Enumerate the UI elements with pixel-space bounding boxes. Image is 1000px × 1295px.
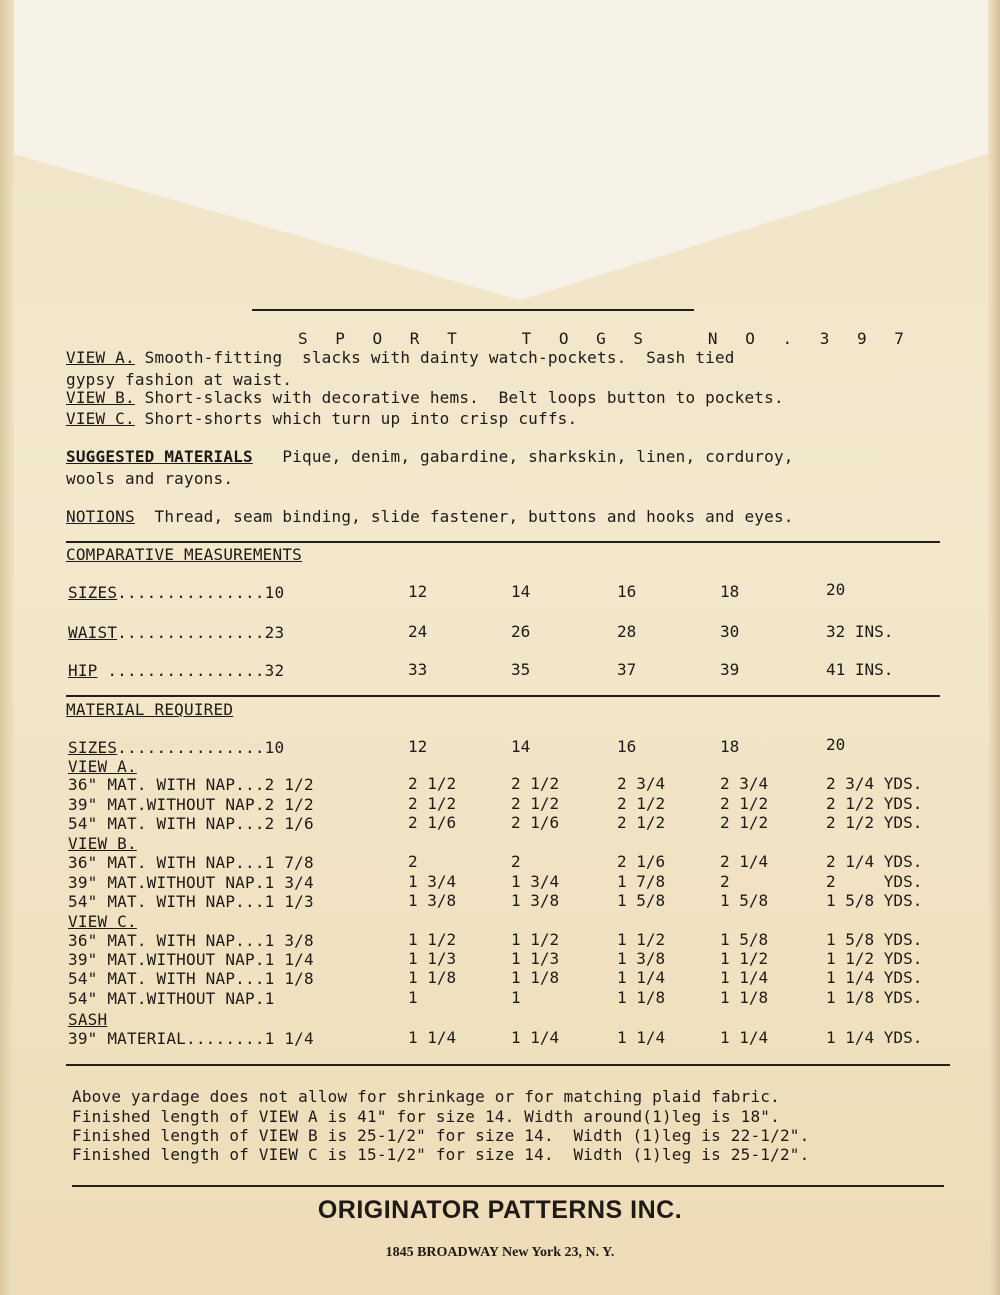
row-label: WAIST	[68, 623, 118, 642]
cell: 20	[826, 735, 846, 754]
cell: 1 1/4	[720, 1028, 769, 1047]
materials-text: Pique, denim, gabardine, sharkskin, linen, corduroy,	[252, 447, 794, 466]
cell: 37	[617, 660, 637, 679]
cell: 2 1/6	[511, 813, 560, 832]
cell: 1 3/8	[511, 891, 560, 910]
view-b-line	[66, 389, 784, 407]
cell: 2 1/2 YDS.	[826, 813, 923, 832]
view-c-line	[66, 410, 577, 428]
cell: 2 3/4	[617, 774, 666, 793]
cell: 41 INS.	[826, 660, 894, 679]
row-dots: ...............10	[117, 583, 285, 602]
group-label: VIEW C.	[68, 912, 137, 931]
page-title: S P O R T T O G S N O . 3 9 7	[298, 329, 913, 348]
cell: 2 1/2	[720, 794, 769, 813]
view-a-label: VIEW A.	[66, 348, 135, 367]
comparative-row-sizes	[68, 584, 284, 602]
view-a-line	[66, 349, 735, 367]
cell: 1 5/8 YDS.	[826, 891, 923, 910]
notions-line	[66, 508, 794, 526]
cell: 1 1/2	[408, 930, 457, 949]
envelope-left-edge	[0, 0, 14, 1295]
cell: 1 1/4	[617, 1028, 666, 1047]
note-line: Finished length of VIEW C is 15-1/2" for size 14. Width (1)leg is 25-1/2".	[72, 1145, 810, 1164]
cell: 14	[511, 737, 531, 756]
cell: 2 3/4	[720, 774, 769, 793]
cell: 2	[511, 852, 521, 871]
cell: 1 1/3	[408, 949, 457, 968]
cell: 30	[720, 622, 740, 641]
cell: 1 5/8	[617, 891, 666, 910]
cell: 12	[408, 582, 428, 601]
materials-label: SUGGESTED MATERIALS	[66, 447, 253, 466]
cell: 14	[511, 582, 531, 601]
group-label: VIEW B.	[68, 834, 137, 853]
cell: 26	[511, 622, 531, 641]
materials-line	[66, 448, 794, 466]
note-line: Finished length of VIEW B is 25-1/2" for size 14. Width (1)leg is 22-1/2".	[72, 1126, 810, 1145]
cell: 16	[617, 582, 637, 601]
cell: 1	[511, 988, 521, 1007]
cell: 2 3/4 YDS.	[826, 774, 923, 793]
material-rule-bottom	[66, 1064, 950, 1066]
cell: 2 1/2	[408, 794, 457, 813]
material-row-sizes	[68, 739, 284, 757]
view-a-text-2: gypsy fashion at waist.	[66, 370, 293, 389]
cell: 2 YDS.	[826, 872, 923, 891]
cell: 1 3/4	[408, 872, 457, 891]
cell: 35	[511, 660, 531, 679]
row-label: 54" MAT. WITH NAP...1 1/8	[68, 969, 314, 988]
cell: 1 1/4	[720, 968, 769, 987]
row-label: SIZES	[68, 738, 118, 757]
cell: 2 1/2	[408, 774, 457, 793]
material-heading: MATERIAL REQUIRED	[66, 700, 234, 719]
envelope-right-edge	[988, 0, 1000, 1295]
cell: 2	[720, 872, 730, 891]
row-label: 39" MAT.WITHOUT NAP.1 3/4	[68, 873, 314, 892]
cell: 1 1/8	[720, 988, 769, 1007]
notions-label: NOTIONS	[66, 507, 135, 526]
cell: 2 1/2	[720, 813, 769, 832]
cell: 18	[720, 737, 740, 756]
cell: 1 5/8 YDS.	[826, 930, 923, 949]
comparative-heading: COMPARATIVE MEASUREMENTS	[66, 545, 302, 564]
cell: 1 1/2 YDS.	[826, 949, 923, 968]
row-label: SIZES	[68, 583, 118, 602]
view-a-line-2	[66, 371, 292, 389]
cell: 1 1/3	[511, 949, 560, 968]
row-label: 54" MAT.WITHOUT NAP.1	[68, 989, 275, 1008]
cell: 32 INS.	[826, 622, 894, 641]
row-label: HIP	[68, 661, 98, 680]
note-line: Above yardage does not allow for shrinkage or for matching plaid fabric.	[72, 1087, 780, 1106]
cell: 2 1/2 YDS.	[826, 794, 923, 813]
cell: 1 1/2	[511, 930, 560, 949]
cell: 18	[720, 582, 740, 601]
row-dots: ................32	[97, 661, 285, 680]
row-label: 39" MATERIAL........1 1/4	[68, 1029, 314, 1048]
cell: 20	[826, 580, 846, 599]
title-rule	[252, 309, 694, 311]
footer-rule	[72, 1185, 944, 1187]
cell: 12	[408, 737, 428, 756]
group-label: VIEW A.	[68, 757, 137, 776]
cell: 2 1/2	[617, 813, 666, 832]
cell: 2 1/4	[720, 852, 769, 871]
view-c-label: VIEW C.	[66, 409, 135, 428]
cell: 2 1/2	[511, 774, 560, 793]
cell: 1 3/4	[511, 872, 560, 891]
row-label: 54" MAT. WITH NAP...1 1/3	[68, 892, 314, 911]
comparative-row-waist	[68, 624, 284, 642]
note-line: Finished length of VIEW A is 41" for size 14. Width around(1)leg is 18".	[72, 1107, 780, 1126]
cell: 2	[408, 852, 418, 871]
material-rule-top	[66, 695, 940, 697]
cell: 1 7/8	[617, 872, 666, 891]
cell: 24	[408, 622, 428, 641]
row-dots: ...............23	[117, 623, 285, 642]
cell: 1 3/8	[617, 949, 666, 968]
cell: 1 1/8	[617, 988, 666, 1007]
view-b-label: VIEW B.	[66, 388, 135, 407]
row-label: 36" MAT. WITH NAP...1 7/8	[68, 853, 314, 872]
row-label: 54" MAT. WITH NAP...2 1/6	[68, 814, 314, 833]
row-label: 36" MAT. WITH NAP...1 3/8	[68, 931, 314, 950]
cell: 1 1/4	[511, 1028, 560, 1047]
company-address: 1845 BROADWAY New York 23, N. Y.	[385, 1245, 615, 1260]
cell: 2 1/2	[617, 794, 666, 813]
cell: 1 1/4	[617, 968, 666, 987]
cell: 1 1/4 YDS.	[826, 968, 923, 987]
cell: 33	[408, 660, 428, 679]
cell: 28	[617, 622, 637, 641]
comparative-rule-top	[66, 541, 940, 543]
cell: 1 1/8	[511, 968, 560, 987]
notions-text: Thread, seam binding, slide fastener, buttons and hooks and eyes.	[134, 507, 794, 526]
row-label: 39" MAT.WITHOUT NAP.1 1/4	[68, 950, 314, 969]
view-b-text: Short-slacks with decorative hems. Belt loops button to pockets.	[134, 388, 784, 407]
cell: 1 3/8	[408, 891, 457, 910]
view-a-text: Smooth-fitting slacks with dainty watch-pockets. Sash tied	[134, 348, 735, 367]
cell: 2 1/2	[511, 794, 560, 813]
company-name: ORIGINATOR PATTERNS INC.	[317, 1196, 683, 1224]
row-label: 39" MAT.WITHOUT NAP.2 1/2	[68, 795, 314, 814]
cell: 1 5/8	[720, 891, 769, 910]
cell: 1 1/8	[408, 968, 457, 987]
cell: 1 1/4 YDS.	[826, 1028, 923, 1047]
cell: 2 1/6	[408, 813, 457, 832]
cell: 1	[408, 988, 418, 1007]
cell: 39	[720, 660, 740, 679]
materials-line-2: wools and rayons.	[66, 469, 234, 488]
comparative-row-hip	[68, 662, 284, 680]
view-c-text: Short-shorts which turn up into crisp cuffs.	[134, 409, 578, 428]
cell: 1 1/8 YDS.	[826, 988, 923, 1007]
cell: 1 1/4	[408, 1028, 457, 1047]
row-label: 36" MAT. WITH NAP...2 1/2	[68, 775, 314, 794]
row-dots: ...............10	[117, 738, 285, 757]
cell: 2 1/4 YDS.	[826, 852, 923, 871]
group-label: SASH	[68, 1010, 108, 1029]
cell: 1 1/2	[720, 949, 769, 968]
cell: 2 1/6	[617, 852, 666, 871]
cell: 1 1/2	[617, 930, 666, 949]
cell: 16	[617, 737, 637, 756]
cell: 1 5/8	[720, 930, 769, 949]
